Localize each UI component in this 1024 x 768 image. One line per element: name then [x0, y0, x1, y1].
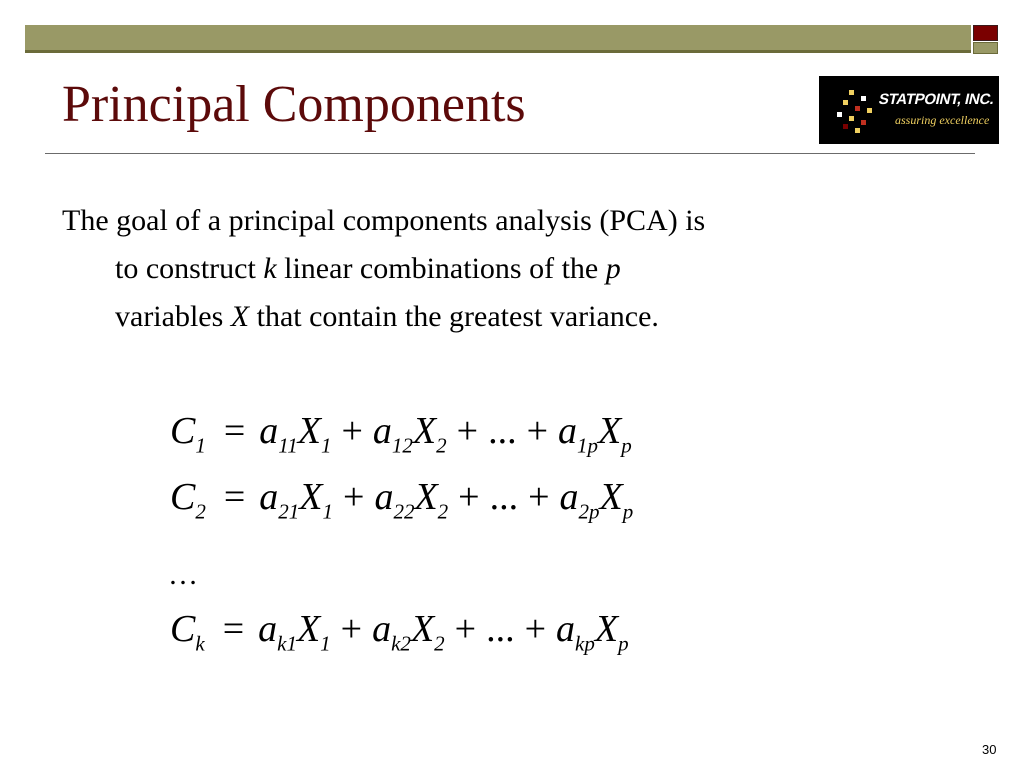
- eq-lhs-sub: k: [195, 631, 205, 656]
- var-X: X: [230, 300, 250, 333]
- ellipsis: ...: [488, 410, 517, 452]
- corner-square-olive: [973, 42, 998, 54]
- plus-sign: +: [454, 608, 477, 650]
- top-decorative-bar: [25, 25, 971, 50]
- coef-sub: 22: [393, 499, 415, 524]
- corner-square-red: [973, 25, 998, 41]
- coef: a: [259, 476, 279, 518]
- var: X: [299, 476, 323, 518]
- equation-c1: [170, 412, 632, 456]
- plus-sign: +: [526, 410, 548, 452]
- text-segment: that contain the greatest variance.: [249, 300, 659, 333]
- ellipsis: ...: [489, 476, 519, 518]
- text-segment: to construct: [115, 252, 264, 285]
- paragraph-line-1: The goal of a principal components analysis (PCA) is: [62, 204, 706, 237]
- coef-sub: kp: [575, 631, 595, 656]
- coef-sub: 21: [278, 499, 300, 524]
- equals-sign: =: [222, 608, 245, 650]
- statpoint-logo: [819, 76, 999, 144]
- plus-sign: +: [458, 476, 480, 518]
- coef: a: [259, 410, 279, 452]
- equals-sign: =: [223, 476, 246, 518]
- plus-sign: +: [341, 410, 363, 452]
- plus-sign: +: [343, 476, 365, 518]
- plus-sign: +: [456, 410, 479, 452]
- equation-ck: [170, 610, 629, 654]
- eq-lhs: C: [170, 608, 196, 650]
- eq-lhs-sub: 1: [195, 433, 206, 458]
- var: X: [414, 476, 438, 518]
- equals-sign: =: [223, 410, 246, 452]
- var: X: [594, 608, 619, 650]
- var-sub: p: [622, 499, 634, 524]
- pca-description: [62, 197, 962, 341]
- var-sub: p: [618, 631, 629, 656]
- vertical-ellipsis: …: [168, 558, 198, 591]
- coef-sub: 1p: [577, 433, 598, 458]
- var-k: k: [263, 252, 277, 285]
- var-p: p: [605, 252, 621, 285]
- eq-lhs: C: [170, 476, 196, 518]
- var: X: [599, 476, 623, 518]
- coef-sub: k2: [391, 631, 411, 656]
- coef: a: [558, 410, 577, 452]
- coef-sub: k1: [277, 631, 297, 656]
- page-number: 30: [982, 742, 997, 757]
- var-sub: 1: [320, 433, 332, 458]
- top-bar-underline: [25, 50, 971, 53]
- paragraph-line-3: [62, 293, 962, 341]
- slide-title: Principal Components: [62, 76, 526, 133]
- var-sub: 2: [437, 499, 449, 524]
- var-sub: 2: [434, 631, 445, 656]
- var-sub: p: [621, 433, 632, 458]
- plus-sign: +: [340, 608, 363, 650]
- var: X: [410, 608, 435, 650]
- plus-sign: +: [524, 608, 547, 650]
- equation-c2: [170, 478, 633, 522]
- coef: a: [559, 476, 579, 518]
- coef: a: [372, 410, 392, 452]
- text-segment: variables: [115, 300, 231, 333]
- logo-brand-text: STATPOINT, INC.: [877, 91, 996, 108]
- coef-sub: 11: [278, 433, 298, 458]
- title-divider: [45, 153, 975, 154]
- var: X: [296, 608, 321, 650]
- var-sub: 1: [322, 499, 334, 524]
- logo-tagline: assuring excellence: [895, 113, 990, 127]
- eq-lhs: C: [170, 410, 196, 452]
- var: X: [598, 410, 622, 452]
- var-sub: 2: [436, 433, 447, 458]
- plus-sign: +: [528, 476, 550, 518]
- text-segment: linear combinations of the: [276, 252, 606, 285]
- coef-sub: 12: [391, 433, 413, 458]
- eq-lhs-sub: 2: [195, 499, 206, 524]
- var-sub: 1: [320, 631, 331, 656]
- coef: a: [556, 608, 576, 650]
- coef: a: [258, 608, 278, 650]
- coef: a: [374, 476, 394, 518]
- coef-sub: 2p: [578, 499, 600, 524]
- coef: a: [372, 608, 392, 650]
- var: X: [297, 410, 321, 452]
- paragraph-line-2: [62, 245, 962, 293]
- ellipsis: ...: [486, 608, 515, 650]
- var: X: [412, 410, 437, 452]
